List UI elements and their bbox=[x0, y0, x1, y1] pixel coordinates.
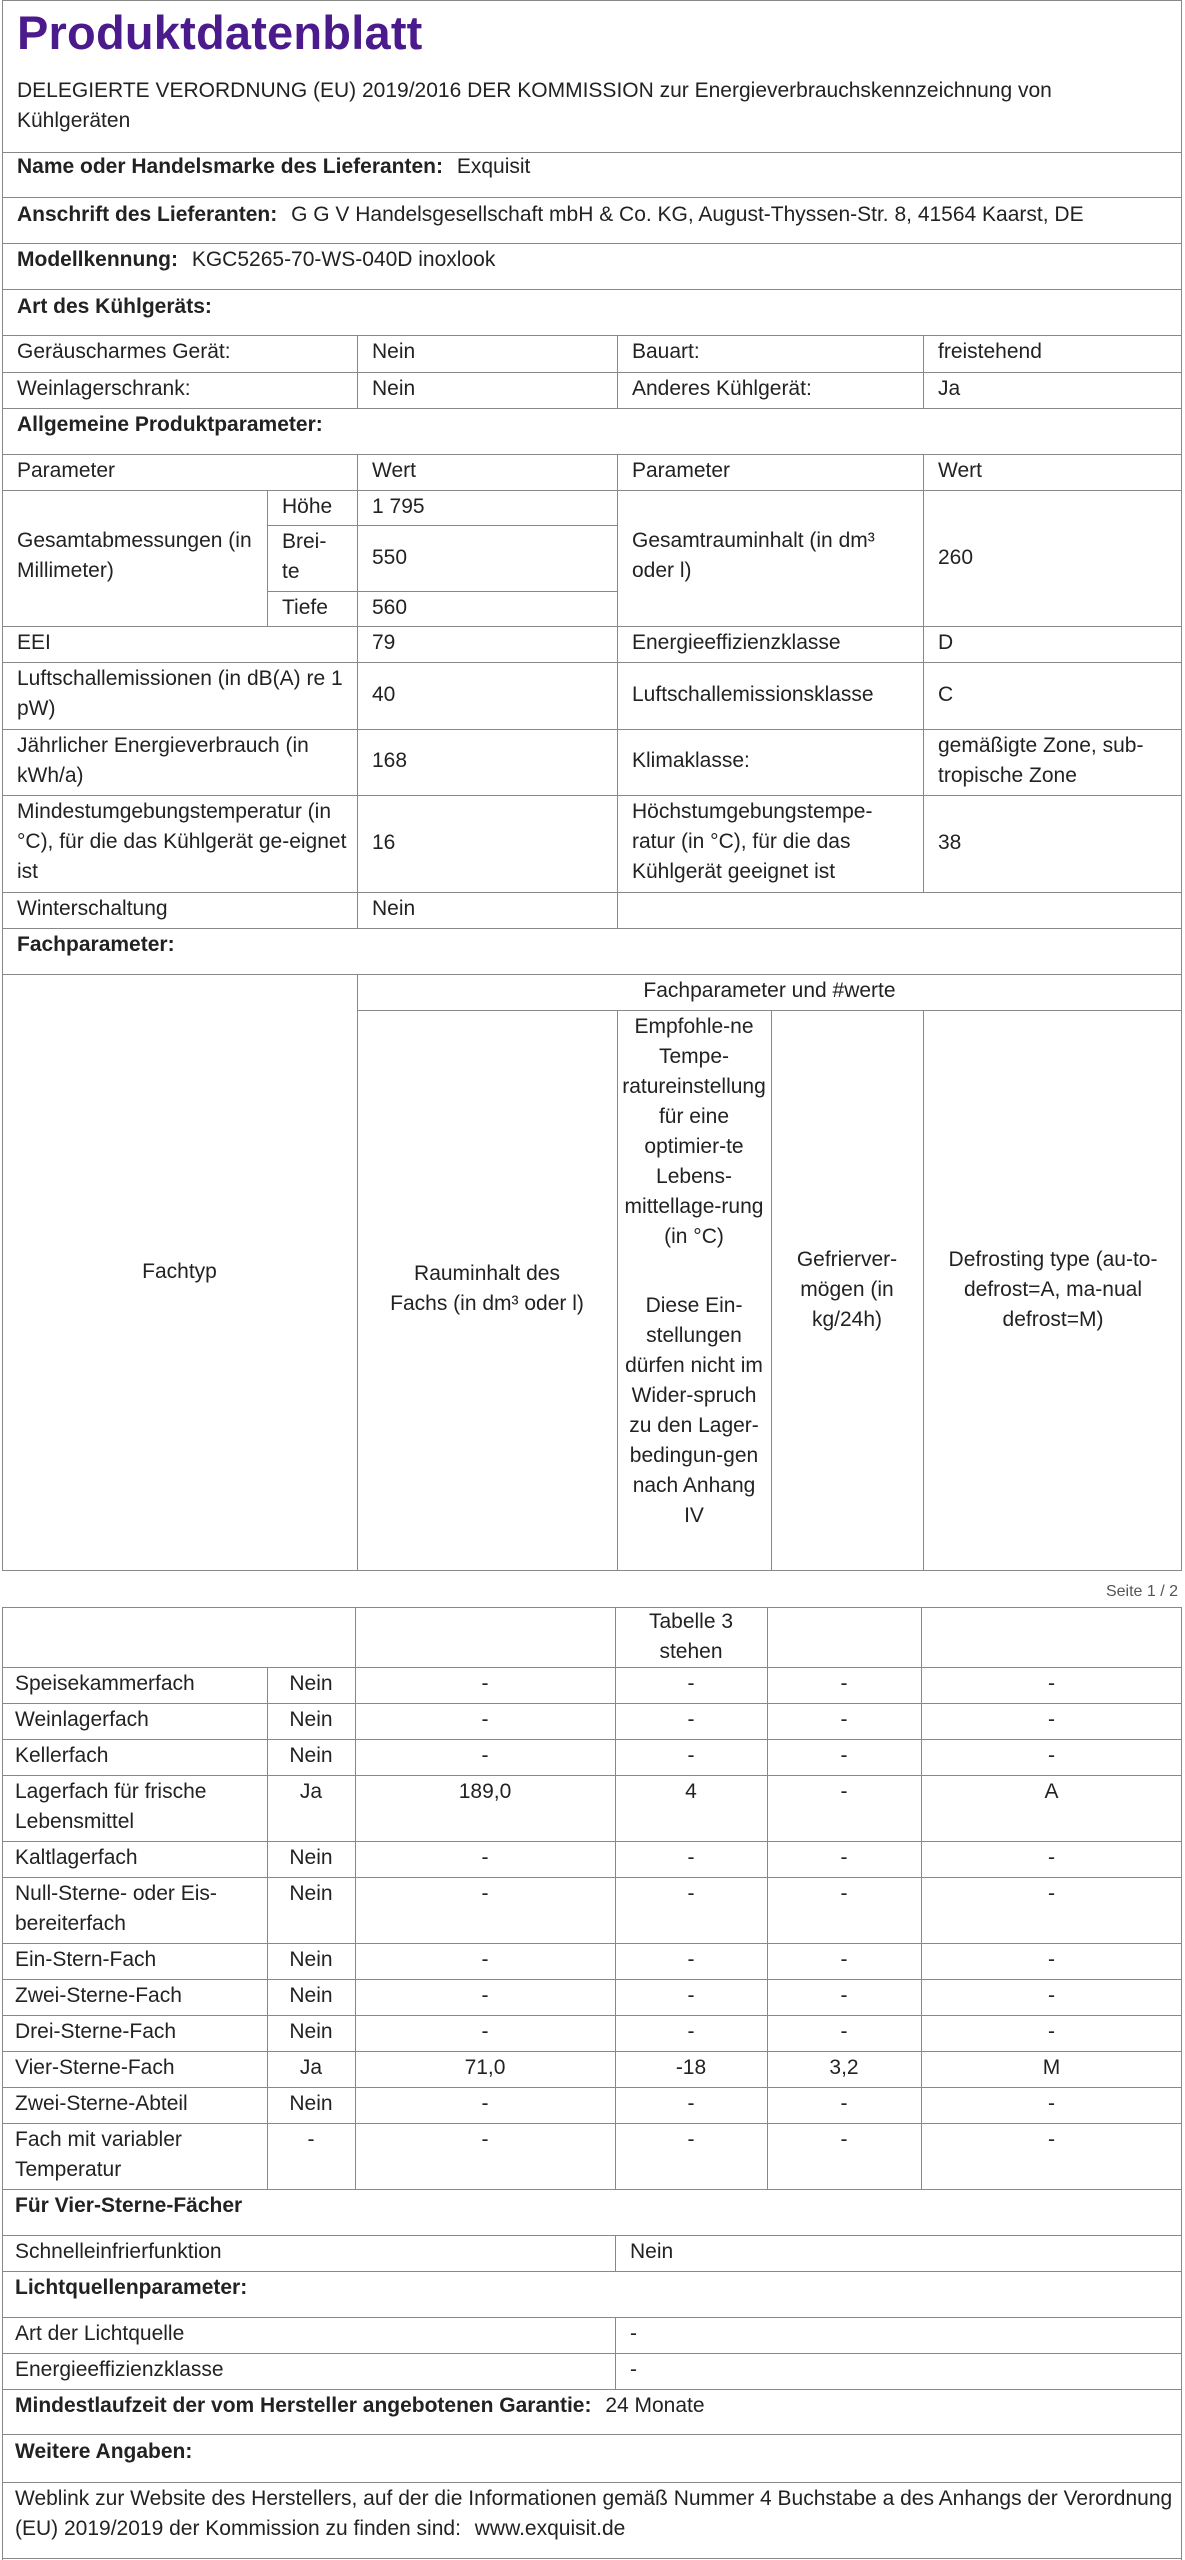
compartment-freeze-cell: - bbox=[840, 2092, 848, 2115]
table-row-border bbox=[2, 1877, 1182, 1878]
compartment-defrost-cell: - bbox=[1048, 2128, 1055, 2151]
compartment-name-cell: Ein-Stern-Fach bbox=[15, 1948, 157, 1971]
climate-class-label: Klimaklasse: bbox=[632, 749, 750, 772]
table-row-border bbox=[2, 2087, 1182, 2088]
compartment-freeze-cell: - bbox=[840, 1846, 848, 1869]
supplier-name-value: Exquisit bbox=[456, 155, 531, 178]
compartment-present-cell: Ja bbox=[299, 1780, 323, 1803]
annual-consumption-value: 168 bbox=[372, 749, 408, 772]
general-col-param-1: Parameter bbox=[17, 459, 116, 482]
general-col-value-1: Wert bbox=[372, 459, 416, 482]
compartment-defrost-cell: - bbox=[1048, 1744, 1055, 1767]
compartment-defrost-cell: M bbox=[1042, 2056, 1061, 2079]
warranty-row bbox=[15, 2391, 705, 2421]
supplier-name-label: Name oder Handelsmarke des Lieferanten: bbox=[17, 155, 443, 178]
noise-class-label: Luftschallemissionsklasse bbox=[632, 683, 874, 706]
model-row bbox=[17, 245, 495, 275]
further-description: Weblink zur Website des Herstellers, auf der die Informationen gemäß Nummer 4 Buchstabe a des Anhangs der Verordnung (EU) 2019/2019 der Kommission zu finden sind: bbox=[15, 2487, 1173, 2540]
compartment-name-cell: Speisekammerfach bbox=[15, 1672, 195, 1695]
type-heading: Art des Kühlgeräts: bbox=[17, 295, 212, 318]
regulation-subtitle: DELEGIERTE VERORDNUNG (EU) 2019/2016 DER KOMMISSION zur Energieverbrauchskennzeichnung von Kühlgeräten bbox=[17, 79, 1052, 132]
compartment-name-cell: Null-Sterne- oder Eis-bereiterfach bbox=[15, 1882, 217, 1935]
compartment-name-cell: Zwei-Sterne-Fach bbox=[15, 1984, 182, 2007]
compartment-freeze-cell: - bbox=[840, 2020, 848, 2043]
type-label-2: Bauart: bbox=[632, 340, 700, 363]
energy-class-value: D bbox=[938, 631, 954, 654]
model-label: Modellkennung: bbox=[17, 248, 178, 271]
compartment-freeze-cell: - bbox=[840, 1882, 848, 1905]
compartment-name-cell: Drei-Sterne-Fach bbox=[15, 2020, 177, 2043]
further-text bbox=[15, 2484, 1175, 2544]
compartment-volume-cell: - bbox=[481, 2092, 489, 2115]
compartments-group-header: Fachparameter und #werte bbox=[643, 979, 896, 1002]
dim-depth-label: Tiefe bbox=[282, 596, 328, 619]
compartment-temp-cell: - bbox=[687, 2128, 695, 2151]
eei-value: 79 bbox=[372, 631, 396, 654]
light-class-label: Energieeffizienzklasse bbox=[15, 2358, 224, 2381]
climate-class-value: gemäßigte Zone, sub-tropische Zone bbox=[938, 734, 1144, 787]
dim-depth-value: 560 bbox=[372, 596, 408, 619]
compartment-present-cell: Nein bbox=[289, 1744, 333, 1767]
table-row-border bbox=[2, 1703, 1182, 1704]
compartment-volume-cell: - bbox=[481, 1948, 489, 1971]
energy-class-label: Energieeffizienzklasse bbox=[632, 631, 841, 654]
compartment-volume-cell: - bbox=[481, 2020, 489, 2043]
compartment-freeze-cell: - bbox=[840, 1672, 848, 1695]
col-defrost-header: Defrosting type (au-to-defrost=A, ma-nual defrost=M) bbox=[948, 1248, 1158, 1331]
compartment-volume-cell: - bbox=[481, 1744, 489, 1767]
type-label-4: Anderes Kühlgerät: bbox=[632, 377, 812, 400]
compartment-present-cell: - bbox=[307, 2128, 315, 2151]
model-value: KGC5265-70-WS-040D inoxlook bbox=[191, 248, 496, 271]
compartment-present-cell: Nein bbox=[289, 1846, 333, 1869]
compartment-volume-cell: - bbox=[481, 1846, 489, 1869]
compartment-present-cell: Ja bbox=[299, 2056, 323, 2079]
compartment-temp-cell: - bbox=[687, 2020, 695, 2043]
col-temp-header-c: Tabelle 3 stehen bbox=[648, 1610, 734, 1663]
type-value-2: freistehend bbox=[938, 340, 1042, 363]
dim-width-value: 550 bbox=[372, 546, 408, 569]
page-number: Seite 1 / 2 bbox=[1105, 1583, 1178, 1600]
compartment-temp-cell: - bbox=[687, 1846, 695, 1869]
compartment-name-cell: Fach mit variabler Temperatur bbox=[15, 2128, 182, 2181]
compartment-defrost-cell: A bbox=[1044, 1780, 1059, 1803]
compartment-defrost-cell: - bbox=[1048, 1984, 1055, 2007]
further-heading: Weitere Angaben: bbox=[15, 2440, 193, 2463]
compartment-volume-cell: - bbox=[481, 1672, 489, 1695]
dims-label: Gesamtabmessungen (in Millimeter) bbox=[17, 529, 252, 582]
min-temp-value: 16 bbox=[372, 831, 396, 854]
compartment-name-cell: Kellerfach bbox=[15, 1744, 109, 1767]
table-row-border bbox=[2, 2015, 1182, 2016]
general-col-value-2: Wert bbox=[938, 459, 982, 482]
compartment-name-cell: Kaltlagerfach bbox=[15, 1846, 138, 1869]
table-row-border bbox=[2, 1841, 1182, 1842]
compartment-temp-cell: - bbox=[687, 1948, 695, 1971]
eei-label: EEI bbox=[17, 631, 51, 654]
winter-value: Nein bbox=[372, 897, 416, 920]
compartment-defrost-cell: - bbox=[1048, 2020, 1055, 2043]
compartment-defrost-cell: - bbox=[1048, 1948, 1055, 1971]
col-temp-header-a: Empfohle-ne Tempe-ratureinstellung für eine optimier-te Lebens-mittellage-rung (in °C) bbox=[622, 1015, 766, 1248]
general-col-param-2: Parameter bbox=[632, 459, 731, 482]
noise-class-value: C bbox=[938, 683, 954, 706]
col-temp-header-b: Diese Ein-stellungen dürfen nicht im Wider-spruch zu den Lager-bedingun-gen nach Anhang IV bbox=[625, 1294, 763, 1527]
compartment-freeze-cell: - bbox=[840, 1948, 848, 1971]
compartment-temp-cell: -18 bbox=[675, 2056, 707, 2079]
compartment-freeze-cell: - bbox=[840, 1984, 848, 2007]
supplier-address-value: G G V Handelsgesellschaft mbH & Co. KG, August-Thyssen-Str. 8, 41564 Kaarst, DE bbox=[291, 203, 1084, 226]
compartment-freeze-cell: 3,2 bbox=[829, 2056, 859, 2079]
compartment-volume-cell: - bbox=[481, 1708, 489, 1731]
compartment-defrost-cell: - bbox=[1048, 1882, 1055, 1905]
compartment-volume-cell: 71,0 bbox=[464, 2056, 506, 2079]
four-star-heading: Für Vier-Sterne-Fächer bbox=[15, 2194, 243, 2217]
compartment-freeze-cell: - bbox=[840, 1744, 848, 1767]
compartment-name-cell: Lagerfach für frische Lebensmittel bbox=[15, 1780, 207, 1833]
compartment-freeze-cell: - bbox=[840, 2128, 848, 2151]
compartment-temp-cell: 4 bbox=[685, 1780, 697, 1803]
manufacturer-link[interactable]: www.exquisit.de bbox=[474, 2517, 626, 2540]
fast-freeze-label: Schnelleinfrierfunktion bbox=[15, 2240, 222, 2263]
table-row-border bbox=[2, 2051, 1182, 2052]
general-heading: Allgemeine Produktparameter: bbox=[17, 413, 323, 436]
compartment-temp-cell: - bbox=[687, 1984, 695, 2007]
type-label-3: Weinlagerschrank: bbox=[17, 377, 191, 400]
type-value-3: Nein bbox=[372, 377, 416, 400]
warranty-value: 24 Monate bbox=[605, 2394, 705, 2417]
warranty-label: Mindestlaufzeit der vom Hersteller angebotenen Garantie: bbox=[15, 2394, 592, 2417]
col-freeze-header: Gefrierver-mögen (in kg/24h) bbox=[796, 1248, 898, 1331]
table-row-border bbox=[2, 1739, 1182, 1740]
compartment-temp-cell: - bbox=[687, 2092, 695, 2115]
compartment-name-cell: Weinlagerfach bbox=[15, 1708, 149, 1731]
fast-freeze-value: Nein bbox=[630, 2240, 674, 2263]
col-volume-header: Rauminhalt des Fachs (in dm³ oder l) bbox=[390, 1262, 584, 1315]
compartment-name-cell: Zwei-Sterne-Abteil bbox=[15, 2092, 188, 2115]
compartment-defrost-cell: - bbox=[1048, 1672, 1055, 1695]
compartment-freeze-cell: - bbox=[840, 1708, 848, 1731]
table-row-border bbox=[2, 1667, 1182, 1668]
compartment-present-cell: Nein bbox=[289, 2092, 333, 2115]
compartment-temp-cell: - bbox=[687, 1744, 695, 1767]
noise-label: Luftschallemissionen (in dB(A) re 1 pW) bbox=[17, 667, 343, 720]
compartment-volume-cell: - bbox=[481, 1984, 489, 2007]
type-label-1: Geräuscharmes Gerät: bbox=[17, 340, 231, 363]
table-row-border bbox=[2, 1943, 1182, 1944]
min-temp-label: Mindestumgebungstemperatur (in °C), für die das Kühlgerät ge-eignet ist bbox=[17, 800, 347, 883]
supplier-name-row bbox=[17, 152, 530, 182]
type-value-4: Ja bbox=[938, 377, 961, 400]
table-row-border bbox=[2, 1775, 1182, 1776]
light-type-value: - bbox=[630, 2322, 637, 2345]
compartment-freeze-cell: - bbox=[840, 1780, 848, 1803]
compartment-defrost-cell: - bbox=[1048, 1708, 1055, 1731]
compartment-volume-cell: - bbox=[481, 1882, 489, 1905]
dim-height-value: 1 795 bbox=[372, 495, 425, 518]
compartment-present-cell: Nein bbox=[289, 1948, 333, 1971]
compartment-volume-cell: 189,0 bbox=[458, 1780, 512, 1803]
compartment-volume-cell: - bbox=[481, 2128, 489, 2151]
noise-value: 40 bbox=[372, 683, 396, 706]
compartment-defrost-cell: - bbox=[1048, 1846, 1055, 1869]
compartment-name-cell: Vier-Sterne-Fach bbox=[15, 2056, 175, 2079]
table-row-border bbox=[2, 2123, 1182, 2124]
supplier-address-label: Anschrift des Lieferanten: bbox=[17, 203, 278, 226]
compartment-present-cell: Nein bbox=[289, 1708, 333, 1731]
dim-height-label: Höhe bbox=[282, 495, 333, 518]
light-class-value: - bbox=[630, 2358, 637, 2381]
volume-label: Gesamtrauminhalt (in dm³ oder l) bbox=[632, 529, 875, 582]
compartment-present-cell: Nein bbox=[289, 2020, 333, 2043]
annual-consumption-label: Jährlicher Energieverbrauch (in kWh/a) bbox=[17, 734, 309, 787]
col-type-header: Fachtyp bbox=[142, 1260, 217, 1283]
compartment-present-cell: Nein bbox=[289, 1672, 333, 1695]
table-row-border bbox=[2, 1979, 1182, 1980]
type-value-1: Nein bbox=[372, 340, 416, 363]
compartment-present-cell: Nein bbox=[289, 1882, 333, 1905]
compartments-heading: Fachparameter: bbox=[17, 933, 175, 956]
compartment-defrost-cell: - bbox=[1048, 2092, 1055, 2115]
light-heading: Lichtquellenparameter: bbox=[15, 2276, 248, 2299]
supplier-address-row bbox=[17, 200, 1084, 230]
winter-label: Winterschaltung bbox=[17, 897, 168, 920]
compartment-present-cell: Nein bbox=[289, 1984, 333, 2007]
light-type-label: Art der Lichtquelle bbox=[15, 2322, 185, 2345]
compartment-temp-cell: - bbox=[687, 1672, 695, 1695]
compartment-temp-cell: - bbox=[687, 1708, 695, 1731]
dim-width-label: Brei-te bbox=[282, 530, 327, 583]
compartment-temp-cell: - bbox=[687, 1882, 695, 1905]
page-title: Produktdatenblatt bbox=[17, 6, 423, 59]
max-temp-value: 38 bbox=[938, 831, 962, 854]
volume-value: 260 bbox=[938, 546, 974, 569]
max-temp-label: Höchstumgebungstempe-ratur (in °C), für die das Kühlgerät geeignet ist bbox=[632, 800, 873, 883]
